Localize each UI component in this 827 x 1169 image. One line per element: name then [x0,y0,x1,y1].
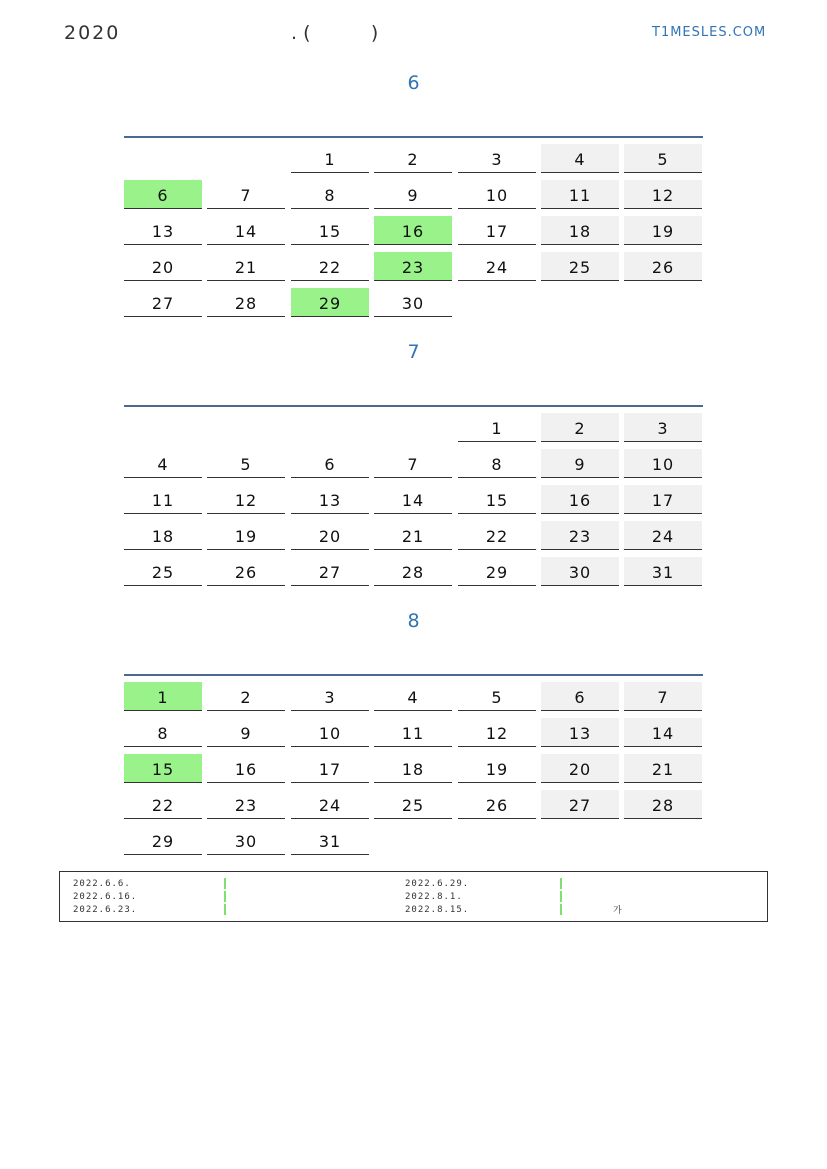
calendar-day[interactable]: 14 [207,216,285,245]
calendar-day[interactable]: 11 [541,180,619,209]
calendar-day[interactable]: 20 [541,754,619,783]
calendar-day[interactable]: 6 [541,682,619,711]
calendar-day[interactable]: 18 [541,216,619,245]
calendar-day[interactable]: 20 [291,521,369,550]
calendar-day[interactable]: 5 [458,682,536,711]
calendar-day[interactable]: 2 [207,682,285,711]
calendar-day[interactable]: 21 [374,521,452,550]
calendar-day[interactable]: 4 [124,449,202,478]
calendar-day[interactable]: 1 [458,413,536,442]
calendar-day[interactable]: 27 [124,288,202,317]
legend-holiday-name: 가 [613,906,622,916]
calendar-day[interactable]: 29 [291,288,369,317]
legend-marker [224,904,226,915]
month-divider [124,405,703,407]
calendar-day[interactable]: 16 [541,485,619,514]
calendar-day[interactable]: 28 [207,288,285,317]
header-year: 2020 [64,22,121,44]
legend-date: 2022.8.15. [405,905,470,915]
calendar-day[interactable]: 14 [374,485,452,514]
calendar-day[interactable]: 24 [458,252,536,281]
calendar-day[interactable]: 23 [541,521,619,550]
calendar-day[interactable]: 13 [291,485,369,514]
legend-date: 2022.6.16. [73,892,138,902]
calendar-day[interactable]: 2 [541,413,619,442]
calendar-day[interactable]: 25 [374,790,452,819]
calendar-day[interactable]: 28 [624,790,702,819]
legend-marker [560,891,562,902]
calendar-day[interactable]: 15 [124,754,202,783]
site-link[interactable]: T1MESLES.COM [652,25,767,40]
calendar-day[interactable]: 16 [374,216,452,245]
calendar-day[interactable]: 23 [207,790,285,819]
month-divider [124,674,703,676]
calendar-day[interactable]: 7 [374,449,452,478]
calendar-day[interactable]: 12 [624,180,702,209]
month-divider [124,136,703,138]
calendar-day[interactable]: 22 [291,252,369,281]
legend-date: 2022.6.6. [73,879,131,889]
calendar-day[interactable]: 11 [124,485,202,514]
calendar-day[interactable]: 20 [124,252,202,281]
calendar-day[interactable]: 22 [124,790,202,819]
calendar-day[interactable]: 18 [124,521,202,550]
header-title-paren: . ( ) [291,22,379,44]
calendar-day[interactable]: 24 [624,521,702,550]
calendar-day[interactable]: 9 [374,180,452,209]
legend-marker [560,904,562,915]
calendar-day[interactable]: 23 [374,252,452,281]
calendar-day[interactable]: 30 [541,557,619,586]
calendar-day[interactable]: 30 [207,826,285,855]
calendar-day[interactable]: 5 [624,144,702,173]
month-title: 8 [407,610,420,632]
calendar-day[interactable]: 26 [207,557,285,586]
calendar-day[interactable]: 4 [541,144,619,173]
calendar-day[interactable]: 25 [124,557,202,586]
calendar-day[interactable]: 3 [458,144,536,173]
legend-marker [560,878,562,889]
calendar-day[interactable]: 2 [374,144,452,173]
calendar-day[interactable]: 19 [624,216,702,245]
calendar-day[interactable]: 9 [541,449,619,478]
legend-date: 2022.6.29. [405,879,470,889]
calendar-day[interactable]: 1 [291,144,369,173]
calendar-day[interactable]: 26 [458,790,536,819]
calendar-day[interactable]: 25 [541,252,619,281]
legend-marker [224,891,226,902]
calendar-day[interactable]: 3 [291,682,369,711]
calendar-day[interactable]: 15 [458,485,536,514]
holiday-legend [59,871,768,922]
calendar-day[interactable]: 7 [207,180,285,209]
calendar-day[interactable]: 12 [207,485,285,514]
calendar-day[interactable]: 16 [207,754,285,783]
calendar-day[interactable]: 8 [124,718,202,747]
calendar-day[interactable]: 5 [207,449,285,478]
calendar-day[interactable]: 3 [624,413,702,442]
calendar-day[interactable]: 19 [458,754,536,783]
calendar-day[interactable]: 7 [624,682,702,711]
calendar-day[interactable]: 17 [291,754,369,783]
legend-date: 2022.8.1. [405,892,463,902]
calendar-day[interactable]: 27 [541,790,619,819]
month-title: 7 [407,341,420,363]
calendar-day[interactable]: 21 [207,252,285,281]
calendar-day[interactable]: 31 [624,557,702,586]
calendar-day[interactable]: 8 [458,449,536,478]
calendar-day[interactable]: 17 [624,485,702,514]
calendar-day[interactable]: 28 [374,557,452,586]
calendar-day[interactable]: 10 [458,180,536,209]
calendar-day[interactable]: 6 [291,449,369,478]
calendar-day[interactable]: 11 [374,718,452,747]
legend-marker [224,878,226,889]
calendar-day[interactable]: 21 [624,754,702,783]
calendar-day[interactable]: 27 [291,557,369,586]
calendar-day[interactable]: 4 [374,682,452,711]
calendar-day[interactable]: 17 [458,216,536,245]
calendar-day[interactable]: 22 [458,521,536,550]
calendar-day[interactable]: 10 [291,718,369,747]
calendar-day[interactable]: 9 [207,718,285,747]
month-title: 6 [407,72,420,94]
calendar-day[interactable]: 8 [291,180,369,209]
calendar-day[interactable]: 18 [374,754,452,783]
calendar-day[interactable]: 24 [291,790,369,819]
calendar-day[interactable]: 30 [374,288,452,317]
calendar-day[interactable]: 6 [124,180,202,209]
calendar-day[interactable]: 12 [458,718,536,747]
calendar-day[interactable]: 31 [291,826,369,855]
calendar-day[interactable]: 13 [541,718,619,747]
calendar-day[interactable]: 10 [624,449,702,478]
calendar-day[interactable]: 29 [458,557,536,586]
calendar-day[interactable]: 29 [124,826,202,855]
calendar-day[interactable]: 15 [291,216,369,245]
calendar-day[interactable]: 1 [124,682,202,711]
calendar-day[interactable]: 26 [624,252,702,281]
legend-date: 2022.6.23. [73,905,138,915]
calendar-day[interactable]: 14 [624,718,702,747]
calendar-day[interactable]: 13 [124,216,202,245]
calendar-day[interactable]: 19 [207,521,285,550]
